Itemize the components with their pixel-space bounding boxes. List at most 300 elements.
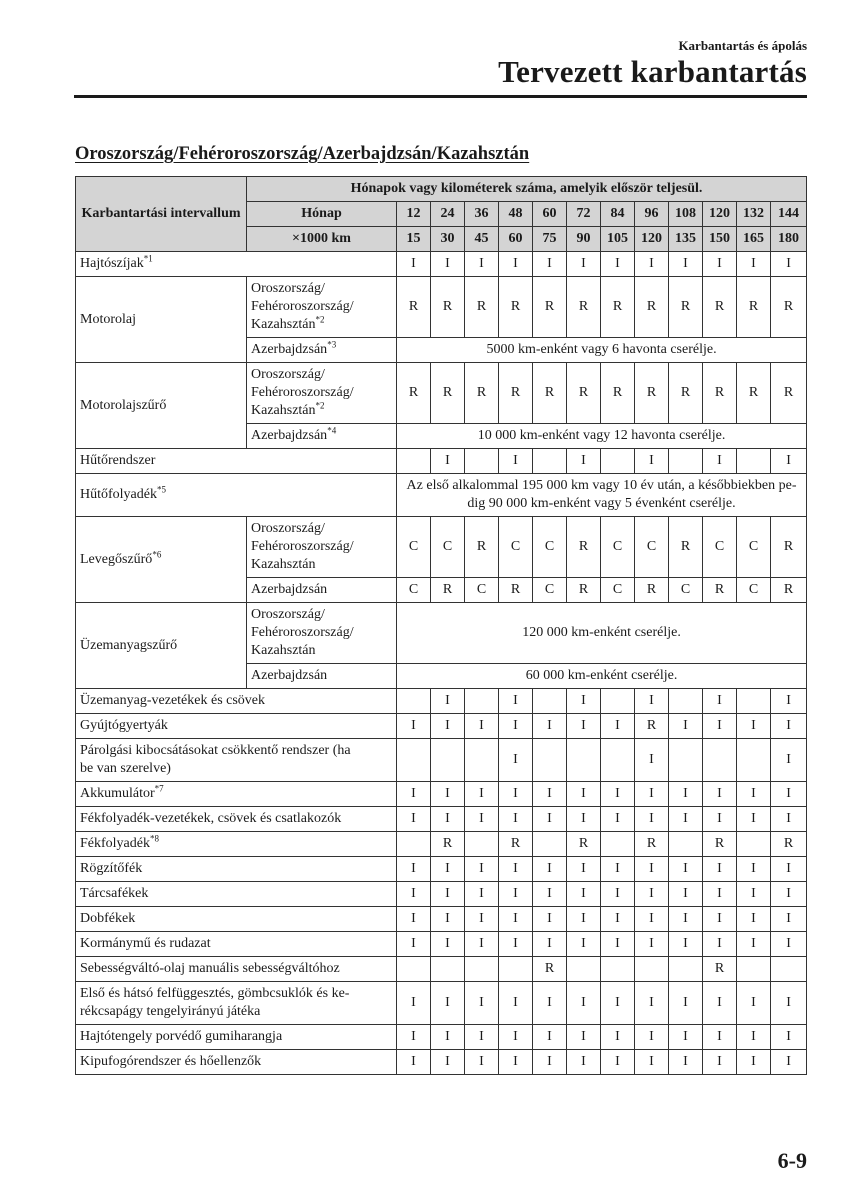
interval-cell: I [703,807,737,832]
interval-cell: I [499,252,533,277]
interval-cell: I [499,689,533,714]
interval-cell: I [533,982,567,1025]
interval-cell: I [703,907,737,932]
interval-cell: I [567,449,601,474]
row-label-text: Sebességváltó-olaj manuális sebességváltóhoz [80,961,340,976]
interval-cell [601,449,635,474]
table-row [76,277,807,338]
row-label-cell [76,739,397,782]
interval-cell: R [635,363,669,424]
interval-cell: R [703,832,737,857]
interval-cell [601,739,635,782]
km-value-cell: 180 [771,227,807,252]
table-row [76,603,807,664]
interval-cell: I [533,857,567,882]
table-row [76,1025,807,1050]
interval-cell: R [771,277,807,338]
maintenance-table [75,176,807,1075]
table-row [76,689,807,714]
row-label-cell [76,1025,397,1050]
interval-cell: I [669,932,703,957]
row-label-text: Fékfolyadék-vezetékek, csövek és csatlakozók [80,811,342,826]
row-label-cell [76,714,397,739]
interval-cell: I [635,1025,669,1050]
row-label-cell [76,907,397,932]
interval-cell [771,957,807,982]
interval-cell: I [703,782,737,807]
row-label-text: Dobfékek [80,911,136,926]
interval-cell: I [431,449,465,474]
interval-cell: I [601,932,635,957]
interval-cell: I [737,252,771,277]
interval-cell: I [737,882,771,907]
row-label-text: Hűtőfolyadék [80,487,157,502]
row-label-text: Hajtótengely porvédő gumiharangja [80,1029,283,1044]
interval-cell: I [465,982,499,1025]
interval-cell: I [567,932,601,957]
row-label-text: Levegőszűrő [80,551,153,567]
interval-cell: C [737,578,771,603]
month-value-cell: 36 [465,202,499,227]
interval-cell: I [669,982,703,1025]
interval-cell: I [703,449,737,474]
interval-cell: I [567,252,601,277]
interval-cell: I [635,689,669,714]
table-row [76,982,807,1025]
group-label-cell [76,363,247,449]
interval-cell [533,449,567,474]
row-label-text: Azerbajdzsán [251,582,328,597]
interval-cell [465,739,499,782]
interval-cell: I [397,857,431,882]
row-label-text: Azerbajdzsán [251,668,328,683]
interval-cell: I [703,882,737,907]
month-label-cell: Hónap [247,202,397,227]
footnote-mark: *5 [156,484,166,495]
interval-cell: I [771,782,807,807]
interval-cell: I [669,857,703,882]
interval-cell: I [771,932,807,957]
row-label-text: Első és hátsó felfüggesztés, gömbcsuklók és ke- rékcsapágy tengelyirányú játéka [80,986,350,1019]
interval-cell: I [669,252,703,277]
km-value-cell: 105 [601,227,635,252]
interval-cell: I [601,1025,635,1050]
interval-cell: R [533,957,567,982]
interval-cell: I [601,857,635,882]
interval-cell: C [533,517,567,578]
interval-cell: I [465,807,499,832]
row-label-cell [76,882,397,907]
interval-cell: I [703,932,737,957]
row-label-cell [76,252,397,277]
interval-note-cell: 5000 km-enként vagy 6 havonta cserélje. [397,338,807,363]
interval-cell: R [771,517,807,578]
interval-cell: I [635,252,669,277]
interval-cell [669,689,703,714]
interval-cell: I [669,1050,703,1075]
interval-cell: I [737,1025,771,1050]
interval-cell: I [635,807,669,832]
group-label-cell [76,603,247,689]
interval-cell: I [567,714,601,739]
interval-cell: I [669,782,703,807]
interval-cell [397,739,431,782]
footnote-mark: *7 [154,783,164,794]
interval-cell: I [465,714,499,739]
interval-cell: I [703,252,737,277]
interval-cell: I [703,982,737,1025]
interval-cell: I [533,714,567,739]
interval-cell: I [397,882,431,907]
interval-cell: I [397,907,431,932]
interval-cell [465,832,499,857]
table-row [76,449,807,474]
sub-label-cell [247,664,397,689]
row-label-text: Kipufogórendszer és hőellenzők [80,1054,262,1069]
footnote-mark: *1 [143,253,153,264]
interval-cell: I [431,932,465,957]
interval-cell: I [533,252,567,277]
row-label-cell [76,689,397,714]
interval-cell: C [635,517,669,578]
interval-cell: I [499,982,533,1025]
interval-cell: R [499,578,533,603]
interval-cell: R [669,277,703,338]
table-row [76,474,807,517]
interval-header-cell: Karbantartási intervallum [76,177,247,252]
row-label-text: Motorolaj [80,311,136,327]
interval-cell: I [533,1050,567,1075]
interval-cell: I [771,857,807,882]
table-row [76,739,807,782]
table-row [76,857,807,882]
interval-cell: I [737,807,771,832]
table-row [76,807,807,832]
interval-cell: I [567,882,601,907]
sub-label-cell [247,338,397,363]
row-label-cell [76,857,397,882]
footnote-mark: *4 [327,425,337,436]
table-row [76,714,807,739]
interval-cell: I [635,1050,669,1075]
interval-cell: R [431,832,465,857]
interval-cell: I [771,1025,807,1050]
interval-cell: I [465,782,499,807]
interval-cell: I [431,714,465,739]
interval-cell: C [703,517,737,578]
interval-cell [703,739,737,782]
interval-cell: I [669,807,703,832]
interval-cell: I [601,907,635,932]
km-value-cell: 165 [737,227,771,252]
interval-cell: C [533,578,567,603]
interval-cell: R [635,714,669,739]
interval-cell: I [737,782,771,807]
interval-note-cell: 10 000 km-enként vagy 12 havonta cserélje. [397,424,807,449]
interval-cell: I [499,882,533,907]
interval-cell: I [431,807,465,832]
interval-cell [397,832,431,857]
interval-cell: I [431,1050,465,1075]
interval-cell: I [567,689,601,714]
interval-cell: I [771,907,807,932]
row-label-text: Kormánymű és rudazat [80,936,211,951]
month-value-cell: 108 [669,202,703,227]
km-value-cell: 30 [431,227,465,252]
table-row [76,363,807,424]
interval-cell: I [601,982,635,1025]
row-label-text: Fékfolyadék [80,836,150,851]
interval-cell: I [499,739,533,782]
interval-cell: I [533,907,567,932]
row-label-text: Azerbajdzsán [251,428,328,443]
interval-cell: I [431,982,465,1025]
interval-cell: I [703,714,737,739]
interval-cell: I [567,1050,601,1075]
interval-cell: I [499,1050,533,1075]
interval-cell: I [635,982,669,1025]
interval-cell: I [397,714,431,739]
km-value-cell: 135 [669,227,703,252]
interval-cell: I [499,1025,533,1050]
interval-cell [431,957,465,982]
row-label-text: Oroszország/ Fehéroroszország/ Kazahsztán [251,281,354,332]
interval-cell: I [703,857,737,882]
km-value-cell: 90 [567,227,601,252]
interval-cell: C [397,517,431,578]
interval-cell: R [601,277,635,338]
interval-cell: I [567,857,601,882]
interval-cell: R [431,578,465,603]
row-label-text: Hűtőrendszer [80,453,156,468]
interval-cell: I [431,1025,465,1050]
row-label-text: Azerbajdzsán [251,342,328,357]
interval-cell: R [567,578,601,603]
interval-cell: I [465,932,499,957]
footnote-mark: *8 [149,833,159,844]
interval-cell: I [533,782,567,807]
interval-cell: I [771,449,807,474]
interval-cell [737,957,771,982]
interval-cell: I [533,1025,567,1050]
interval-cell: I [771,739,807,782]
interval-cell: I [533,932,567,957]
sub-label-cell [247,578,397,603]
interval-cell: C [601,578,635,603]
interval-cell: I [669,882,703,907]
interval-cell: R [465,517,499,578]
chapter-heading: Karbantartás és ápolás [678,38,807,53]
interval-cell: C [737,517,771,578]
interval-cell: I [771,807,807,832]
interval-cell: I [465,882,499,907]
footnote-mark: *2 [315,314,325,325]
interval-cell: I [635,907,669,932]
interval-cell: I [533,807,567,832]
km-value-cell: 60 [499,227,533,252]
interval-cell: I [635,882,669,907]
interval-cell: R [703,277,737,338]
km-value-cell: 150 [703,227,737,252]
interval-cell: I [737,907,771,932]
interval-cell: I [737,857,771,882]
interval-cell: I [499,857,533,882]
interval-cell: I [601,782,635,807]
interval-cell: I [771,252,807,277]
interval-cell [601,689,635,714]
interval-cell: I [499,782,533,807]
interval-cell: C [499,517,533,578]
interval-cell: I [465,1050,499,1075]
interval-cell: R [669,517,703,578]
months-km-header-cell: Hónapok vagy kilométerek száma, amelyik először teljesül. [247,177,807,202]
interval-cell [465,449,499,474]
interval-cell: R [771,363,807,424]
interval-cell: R [567,363,601,424]
interval-cell: I [397,807,431,832]
row-label-text: Párolgási kibocsátásokat csökkentő rendszer (ha be van szerelve) [80,743,351,776]
row-label-cell [76,1050,397,1075]
interval-cell [737,449,771,474]
interval-cell: I [397,252,431,277]
header-row-title [76,177,807,202]
interval-cell [669,957,703,982]
km-value-cell: 120 [635,227,669,252]
interval-cell: I [669,714,703,739]
interval-cell: R [737,363,771,424]
km-label-cell: ×1000 km [247,227,397,252]
section-title: Oroszország/Fehéroroszország/Azerbajdzsán/Kazahsztán [75,144,530,164]
row-label-text: Üzemanyagszűrő [80,637,178,653]
interval-cell: R [397,277,431,338]
month-value-cell: 72 [567,202,601,227]
interval-cell: C [465,578,499,603]
interval-cell [601,957,635,982]
table-row [76,782,807,807]
interval-note-cell: Az első alkalommal 195 000 km vagy 10 év után, a későbbiekben pe- dig 90 000 km-enként vagy 5 évenként cserélje. [397,474,807,517]
interval-note-cell: 120 000 km-enként cserélje. [397,603,807,664]
interval-cell: R [465,363,499,424]
km-value-cell: 75 [533,227,567,252]
interval-cell: I [567,907,601,932]
table-row [76,957,807,982]
table-row [76,932,807,957]
km-value-cell: 15 [397,227,431,252]
interval-cell: R [567,277,601,338]
interval-cell: R [771,832,807,857]
interval-cell: I [635,782,669,807]
km-value-cell: 45 [465,227,499,252]
interval-cell: R [703,957,737,982]
interval-cell [397,449,431,474]
interval-cell [397,689,431,714]
interval-cell [669,449,703,474]
interval-cell: R [635,832,669,857]
interval-cell: I [601,1050,635,1075]
sub-label-cell [247,363,397,424]
row-label-cell [76,832,397,857]
interval-cell: I [431,907,465,932]
interval-cell: I [431,689,465,714]
month-value-cell: 96 [635,202,669,227]
footnote-mark: *6 [152,548,162,559]
table-row [76,907,807,932]
interval-cell: C [397,578,431,603]
month-value-cell: 144 [771,202,807,227]
month-value-cell: 60 [533,202,567,227]
interval-cell: I [465,1025,499,1050]
interval-cell: I [499,449,533,474]
interval-cell [533,739,567,782]
month-value-cell: 120 [703,202,737,227]
row-label-cell [76,474,397,517]
interval-cell: I [737,932,771,957]
interval-cell [397,957,431,982]
interval-cell [737,739,771,782]
interval-cell: I [397,1050,431,1075]
interval-cell [601,832,635,857]
interval-cell: I [499,714,533,739]
month-value-cell: 24 [431,202,465,227]
row-label-text: Tárcsafékek [80,886,149,901]
interval-cell: I [397,932,431,957]
row-label-cell [76,807,397,832]
interval-cell [567,739,601,782]
interval-cell: I [431,882,465,907]
interval-cell [567,957,601,982]
interval-cell: C [669,578,703,603]
row-label-text: Akkumulátor [80,786,155,801]
row-label-text: Gyújtógyertyák [80,718,168,733]
row-label-text: Oroszország/ Fehéroroszország/ Kazahsztán [251,521,354,572]
interval-cell: I [567,982,601,1025]
interval-cell: R [737,277,771,338]
table-row [76,252,807,277]
interval-cell: I [465,252,499,277]
interval-cell [669,739,703,782]
sub-label-cell [247,517,397,578]
title-divider [74,95,807,98]
interval-cell [533,689,567,714]
interval-cell [465,957,499,982]
month-value-cell: 132 [737,202,771,227]
interval-cell: I [431,782,465,807]
interval-cell: I [567,807,601,832]
group-label-cell [76,277,247,363]
interval-cell: I [431,857,465,882]
interval-cell: I [669,1025,703,1050]
interval-cell: I [737,1050,771,1075]
interval-cell [669,832,703,857]
interval-cell: R [431,277,465,338]
interval-cell [431,739,465,782]
row-label-cell [76,782,397,807]
row-label-cell [76,449,397,474]
row-label-text: Rögzítőfék [80,861,143,876]
interval-cell: I [737,714,771,739]
row-label-text: Motorolajszűrő [80,397,167,413]
table-row [76,832,807,857]
interval-cell: I [601,882,635,907]
interval-cell [499,957,533,982]
interval-cell [533,832,567,857]
interval-cell: R [465,277,499,338]
interval-cell [635,957,669,982]
interval-cell: I [703,1025,737,1050]
page-number: 6-9 [777,1148,807,1173]
interval-cell: I [771,982,807,1025]
row-label-text: Oroszország/ Fehéroroszország/ Kazahsztán [251,607,354,658]
